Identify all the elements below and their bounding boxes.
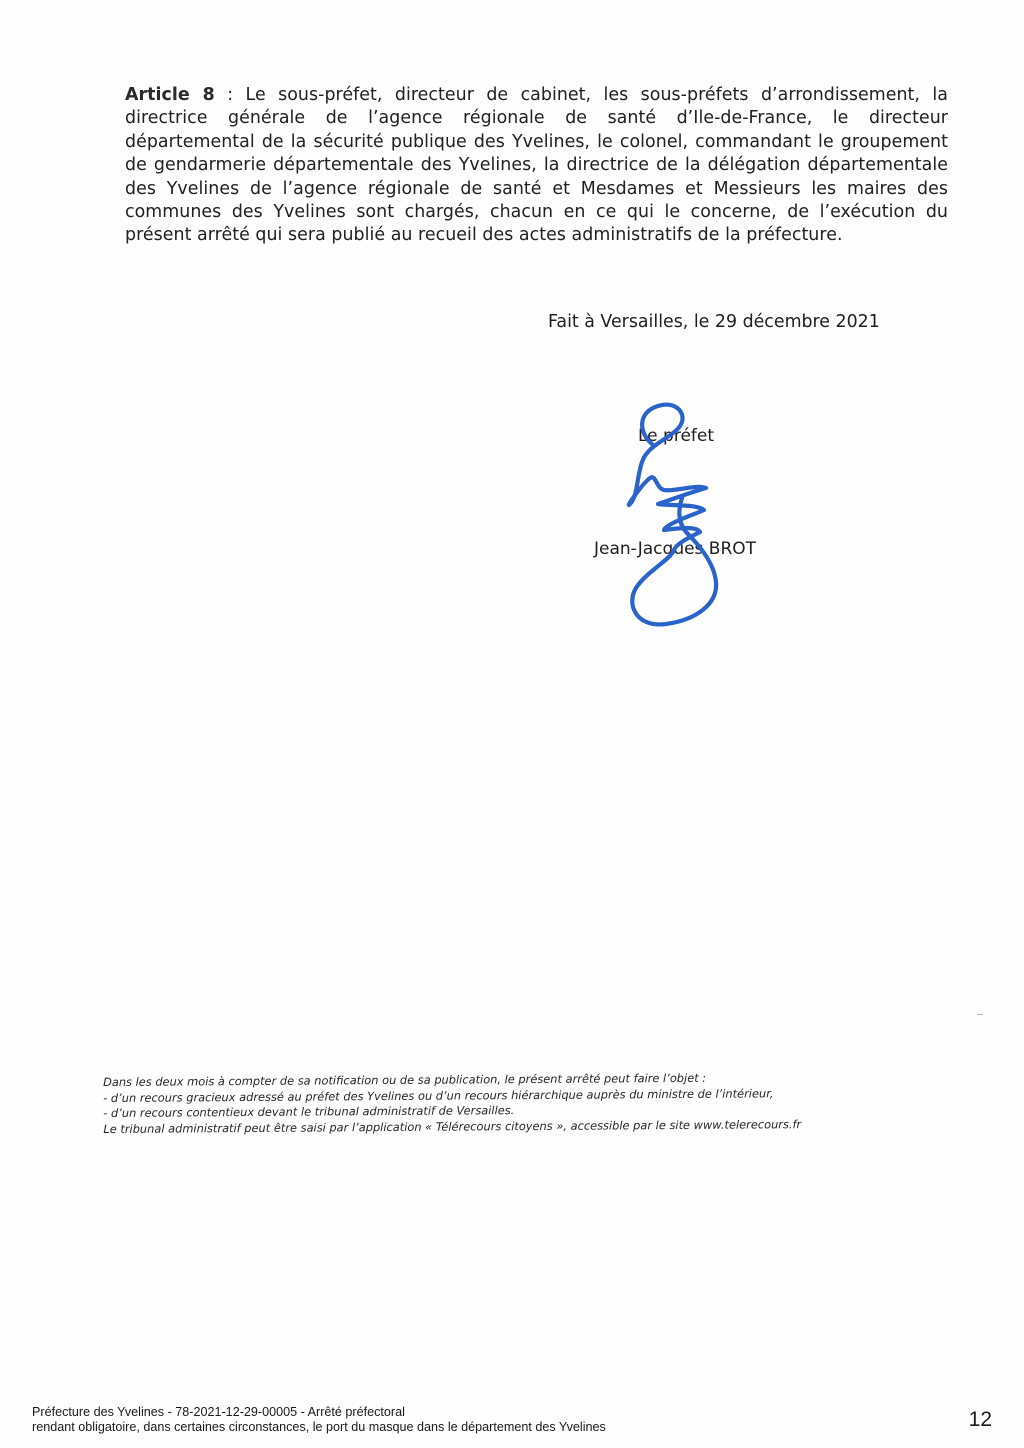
recours-line: Le tribunal administratif peut être saisi par l’application « Télérecours citoyens », accessible par le site www.telerecours.fr: [103, 1116, 802, 1136]
legal-remedies-notice: [103, 1070, 873, 1137]
place-and-date: Fait à Versailles, le 29 décembre 2021: [548, 312, 880, 332]
footer-line: rendant obligatoire, dans certaines circonstances, le port du masque dans le département des Yvelines: [32, 1419, 606, 1434]
footer-line: Préfecture des Yvelines - 78-2021-12-29-00005 - Arrêté préfectoral: [32, 1405, 405, 1419]
article-8-paragraph: [125, 84, 948, 248]
recours-line: - d’un recours contentieux devant le tribunal administratif de Versailles.: [103, 1103, 515, 1120]
page-footer: [32, 1405, 606, 1434]
signature-stroke: [629, 405, 716, 625]
signatory-title: Le préfet: [638, 426, 715, 446]
scan-speck: [977, 1014, 983, 1015]
recours-line: - d’un recours gracieux adressé au préfet des Yvelines ou d’un recours hiérarchique auprès du ministre de l’intérieur,: [103, 1085, 774, 1105]
recours-line: Dans les deux mois à compter de sa notification ou de sa publication, le présent arrêté peut faire l’objet :: [103, 1070, 707, 1089]
article-separator: :: [214, 85, 246, 105]
handwritten-signature: [600, 392, 740, 637]
article-body: Le sous-préfet, directeur de cabinet, les sous-préfets d’arrondissement, la directrice générale de l’agence régionale de santé d’Ile-de-France, le directeur départemental de la sécurité publique des Yvelines, le colonel, commandant le groupement de gendarmerie départementale des Yvelines, la directrice de la délégation départementale des Yvelines de l’agence régionale de santé et Mesdames et Messieurs les maires des communes des Yvelines sont chargés, chacun en ce qui le concerne, de l’exécution du présent arrêté qui sera publié au recueil des actes administratifs de la préfecture.: [125, 85, 948, 246]
article-title: Article 8: [125, 85, 215, 105]
page-number: 12: [968, 1408, 992, 1431]
signatory-name: Jean-Jacques BROT: [594, 539, 757, 559]
